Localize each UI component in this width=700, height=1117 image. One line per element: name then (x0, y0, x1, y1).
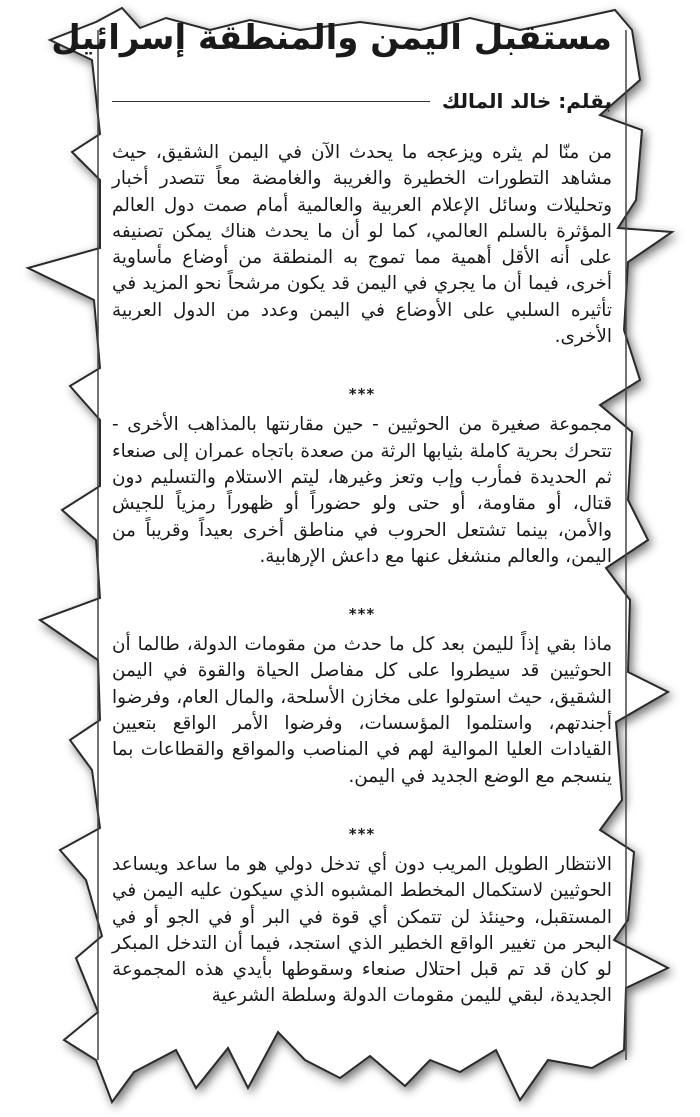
section-separator-3: *** (348, 824, 376, 843)
article-column (51, 18, 612, 1080)
byline-rule (112, 101, 430, 102)
paragraph-1: من منّا لم يثره ويزعجه ما يحدث الآن في اليمن الشقيق، حيث مشاهد التطورات الخطيرة والغريبة والغامضة معاً تتصدر أخبار وتحليلات وسائل الإعلام العربية والعالمية أمام صمت دول العالم المؤثرة بالسلم العالمي، كما لو أن ما يحدث هناك يمكن تصنيفه على أنه الأقل أهمية مما تموج به المنطقة من أوضاع مأساوية أخرى، فيما أن ما يجري في اليمن قد يكون مرشحاً نحو المزيد في تأثيره السلبي على الأوضاع في اليمن وعدد من الدول العربية الأخرى. (112, 142, 612, 348)
section-separator-2: *** (348, 605, 376, 624)
paragraph-3: ماذا بقي إذاً لليمن بعد كل ما حدث من مقومات الدولة، طالما أن الحوثيين قد سيطروا على كل مفاصل الحياة والقوة في اليمن الشقيق، حيث استولوا على مخازن الأسلحة، والمال العام، وفرضوا أجندتهم، واستلموا المؤسسات، وفرضوا الأمر الواقع بتعيين القيادات العليا الموالية لهم في المناصب والمواقع والقطاعات بما ينسجم مع الوضع الجديد في اليمن. (112, 634, 612, 787)
paragraph-2: مجموعة صغيرة من الحوثيين - حين مقارنتها بالمذاهب الأخرى - تتحرك بحرية كاملة بثيابها الرثة من صعدة باتجاه عمران إلى صنعاء ثم الحديدة فمأرب وإب وتعز وغيرها، ليتم الاستلام والتسليم دون قتال، أو مقاومة، أو حتى ولو حضوراً أو ظهوراً رمزياً للجيش والأمن، بينما تشتعل الحروب في مناطق أخرى بعيداً وقريباً من اليمن، والعالم منشغل عنها مع داعش الإرهابية. (112, 414, 612, 567)
section-separator-1: *** (348, 385, 376, 404)
paragraph-4: الانتظار الطويل المريب دون أي تدخل دولي هو ما ساعد ويساعد الحوثيين لاستكمال المخطط المشبوه الذي سيكون عليه اليمن في المستقبل، وحينئذ لن تتمكن أي قوة في البر أو في الجو أو في البحر من تغيير الواقع الخطير الذي استجد، فيما أن التدخل المبكر لو كان قد تم قبل احتلال صنعاء وسقوطها بأيدي هذه المجموعة الجديدة، لبقي لليمن مقومات الدولة وسلطة الشرعية (112, 853, 612, 1007)
byline-row (112, 86, 612, 116)
article-headline: مستقبل اليمن والمنطقة إسرائيل (51, 18, 612, 58)
article-byline: بقلم: خالد المالك (441, 89, 612, 113)
